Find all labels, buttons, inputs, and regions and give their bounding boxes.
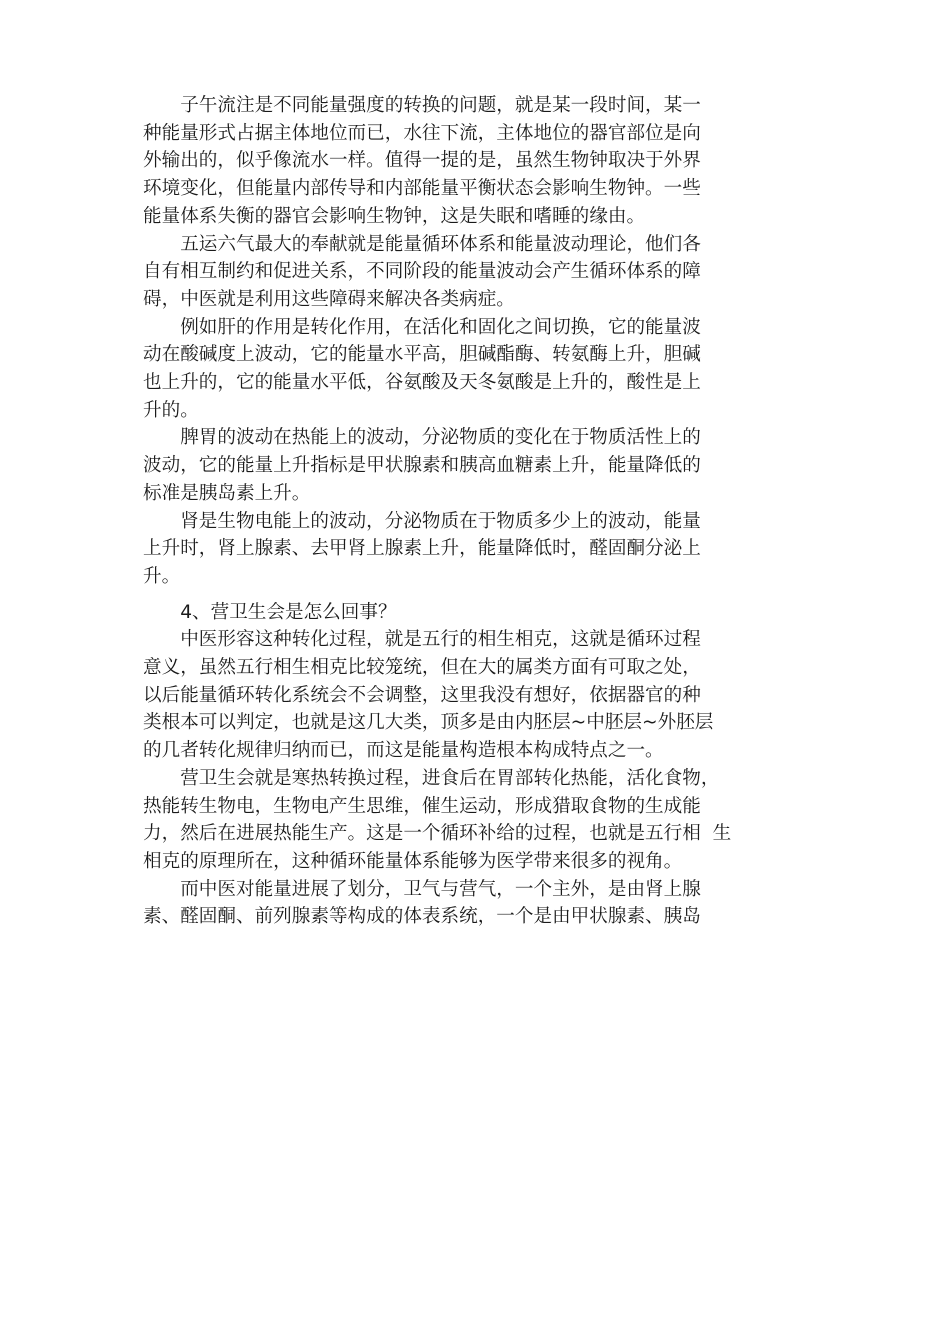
text-line: 肾是生物电能上的波动，分泌物质在于物质多少上的波动，能量 xyxy=(143,510,701,532)
paragraph-1 xyxy=(143,92,823,231)
section-heading xyxy=(143,599,823,627)
paragraph-4 xyxy=(143,424,823,507)
text-line: 标准是胰岛素上升。 xyxy=(143,482,311,504)
text-line: 外输出的，似乎像流水一样。值得一提的是，虽然生物钟取决于外界 xyxy=(143,150,701,172)
text-line: 升。 xyxy=(143,565,181,587)
paragraph-6 xyxy=(143,626,823,765)
text-line: 动在酸碱度上波动，它的能量水平高，胆碱酯酶、转氨酶上升，胆碱 xyxy=(143,344,701,366)
text-line: 碍，中医就是利用这些障碍来解决各类病症。 xyxy=(143,288,515,310)
text-line: 力，然后在进展热能生产。这是一个循环补给的过程，也就是五行相 生 xyxy=(143,823,732,845)
text-line: 素、醛固酮、前列腺素等构成的体表系统，一个是由甲状腺素、胰岛 xyxy=(143,906,701,928)
text-line: 而中医对能量进展了划分，卫气与营气，一个主外，是由肾上腺 xyxy=(143,878,701,900)
text-line: 子午流注是不同能量强度的转换的问题，就是某一段时间，某一 xyxy=(143,95,701,116)
text-line: 的几者转化规律归纳而已，而这是能量构造根本构成特点之一。 xyxy=(143,740,664,762)
paragraph-3 xyxy=(143,314,823,425)
text-line: 营卫生会就是寒热转换过程，进食后在胃部转化热能，活化食物， xyxy=(143,767,720,789)
text-line: 中医形容这种转化过程，就是五行的相生相克，这就是循环过程 xyxy=(143,629,701,651)
text-line: 种能量形式占据主体地位而已，水往下流，主体地位的器官部位是向 xyxy=(143,122,701,144)
text-line: 波动，它的能量上升指标是甲状腺素和胰高血糖素上升，能量降低的 xyxy=(143,455,701,477)
paragraph-7 xyxy=(143,765,823,876)
text-line: 环境变化，但能量内部传导和内部能量平衡状态会影响生物钟。一些 xyxy=(143,178,701,200)
text-line: 也上升的，它的能量水平低，谷氨酸及天冬氨酸是上升的，酸性是上 xyxy=(143,372,701,394)
text-line: 相克的原理所在，这种循环能量体系能够为医学带来很多的视角。 xyxy=(143,850,683,872)
text-line: 能量体系失衡的器官会影响生物钟，这是失眠和嗜睡的缘由。 xyxy=(143,205,646,227)
text-line: 热能转生物电，生物电产生思维，催生运动，形成猎取食物的生成能 xyxy=(143,795,701,817)
text-line: 类根本可以判定，也就是这几大类，顶多是由内胚层~中胚层~外胚层 xyxy=(143,712,714,734)
spacer xyxy=(143,591,823,599)
paragraph-8 xyxy=(143,876,823,931)
text-line: 自有相互制约和促进关系，不同阶段的能量波动会产生循环体系的障 xyxy=(143,261,701,283)
text-line: 意义，虽然五行相生相克比较笼统，但在大的属类方面有可取之处， xyxy=(143,657,701,679)
text-line: 例如肝的作用是转化作用，在活化和固化之间切换，它的能量波 xyxy=(143,316,701,338)
text-line: 五运六气最大的奉献就是能量循环体系和能量波动理论，他们各 xyxy=(143,233,701,255)
heading-line: 4、营卫生会是怎么回事？ xyxy=(143,601,397,623)
paragraph-5 xyxy=(143,508,823,591)
document-body xyxy=(143,92,823,931)
paragraph-2 xyxy=(143,231,823,314)
text-line: 以后能量循环转化系统会不会调整，这里我没有想好，依据器官的种 xyxy=(143,684,701,706)
text-line: 脾胃的波动在热能上的波动，分泌物质的变化在于物质活性上的 xyxy=(143,427,701,449)
text-line: 升的。 xyxy=(143,399,199,421)
text-line: 上升时，肾上腺素、去甲肾上腺素上升，能量降低时，醛固酮分泌上 xyxy=(143,538,701,560)
